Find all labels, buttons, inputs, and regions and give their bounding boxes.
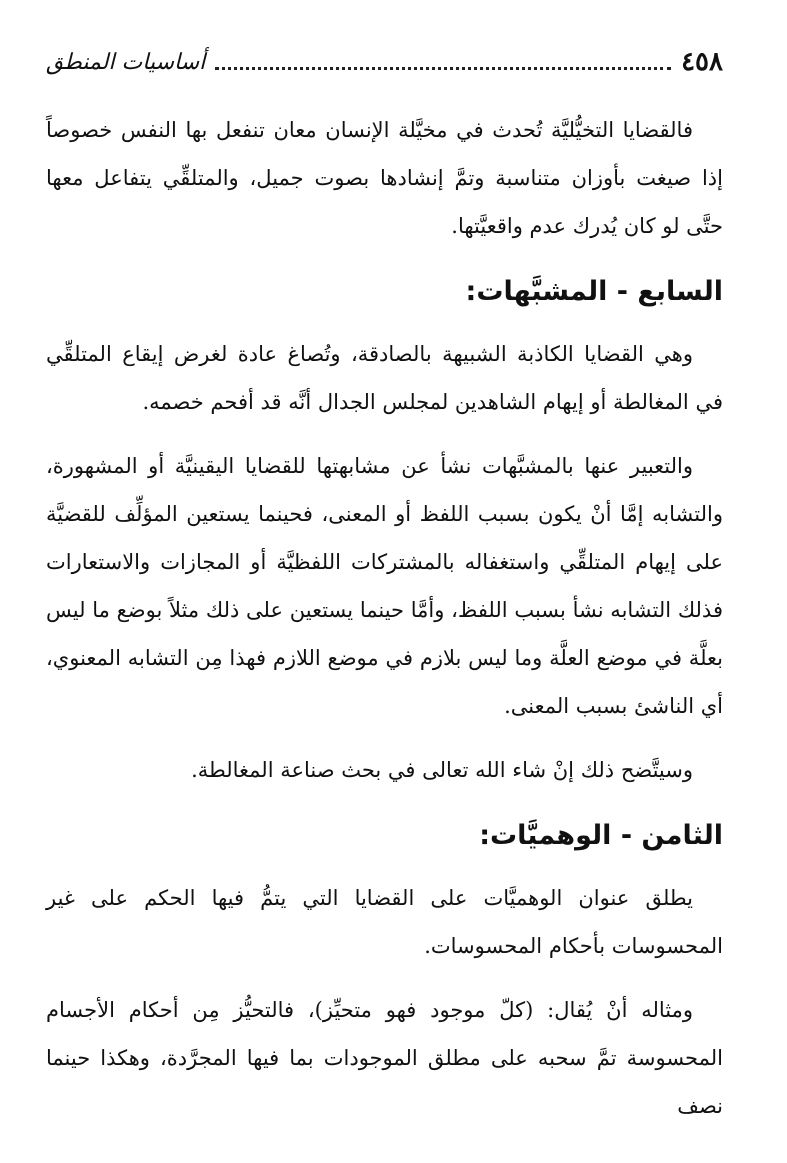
paragraph-imaginative-propositions: فالقضايا التخيُّليَّة تُحدث في مخيَّلة الإنسان معان تنفعل بها النفس خصوصاً إذا صيغت بأوزان متناسبة وتمَّ إنشادها بصوت جميل، والمتلقِّي يتفاعل معها حتَّى لو كان يُدرك عدم واقعيَّتها. — [46, 118, 723, 238]
paragraph-fallacy-note: وسيتَّضح ذلك إنْ شاء الله تعالى في بحث صناعة المغالطة. — [191, 758, 693, 782]
page-number: ٤٥٨ — [681, 47, 723, 77]
page — [46, 40, 723, 1163]
paragraph-mushabbahat-definition: وهي القضايا الكاذبة الشبيهة بالصادقة، وتُصاغ عادة لغرض إيقاع المتلقِّي في المغالطة أو إيهام الشاهدين لمجلس الجدال أنَّه قد أفحم خصمه. — [46, 342, 723, 414]
page-header — [46, 40, 723, 84]
section-heading-eighth: الثامن - الوهميَّات: — [479, 820, 723, 851]
running-title: أساسيات المنطق — [46, 49, 206, 75]
paragraph-wahmiyyat-definition: يطلق عنوان الوهميَّات على القضايا التي يتمُّ فيها الحكم على غير المحسوسات بأحكام المحسوسات. — [46, 886, 723, 958]
header-dotted-leader — [215, 67, 671, 70]
paragraph-mushabbahat-similarity: والتعبير عنها بالمشبَّهات نشأ عن مشابهتها للقضايا اليقينيَّة أو المشهورة، والتشابه إمَّا أنْ يكون بسبب اللفظ أو المعنى، فحينما يستعين المؤلِّف للقضيَّة على إيهام المتلقِّي واستغفاله بالمشتركات اللفظيَّة أو المجازات والاستعارات فذلك التشابه نشأ بسبب اللفظ، وأمَّا حينما يستعين على ذلك مثلاً بوضع ما ليس بعلَّة في موضع العلَّة وما ليس بلازم في موضع اللازم فهذا مِن التشابه المعنوي، أي الناشئ بسبب المعنى. — [46, 454, 723, 718]
section-heading-seventh: السابع - المشبَّهات: — [465, 276, 723, 307]
paragraph-wahmiyyat-example: ومثاله أنْ يُقال: (كلّ موجود فهو متحيِّز)، فالتحيُّز مِن أحكام الأجسام المحسوسة تمَّ سحبه على مطلق الموجودات بما فيها المجرَّدة، وهكذا حينما نصف — [46, 998, 723, 1118]
